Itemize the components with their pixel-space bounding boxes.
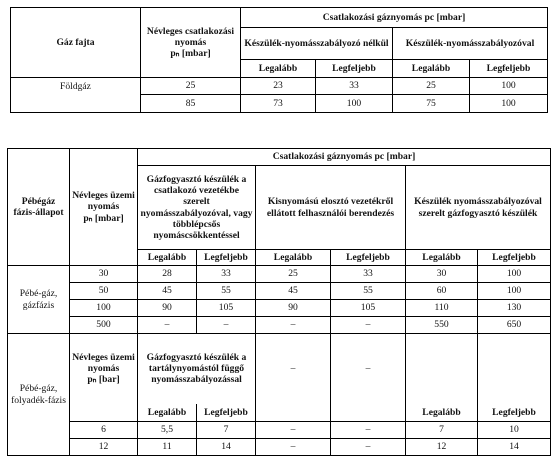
table-cell: – [256,317,331,334]
table-cell: 6 [70,422,138,439]
liquid-b-dash: – [331,334,406,404]
table-cell: 10 [478,422,551,439]
nominal-label: Névleges üzemi nyomás [72,190,135,213]
table-cell: 14 [478,439,551,456]
liquid-phase-cell: Pébé-gáz, folyadék-fázis [8,334,70,456]
table-cell: 105 [331,300,406,317]
table-cell: 14 [197,439,256,456]
table-cell: 25 [141,78,241,95]
table-cell: 650 [478,317,551,334]
table-cell: 100 [316,95,393,113]
table-cell: 28 [138,266,197,283]
sub-header-b: Kisnyomású elosztó vezetékről ellátott felhasználói berendezés [256,166,406,250]
table-cell: 23 [241,78,316,95]
table-cell: 130 [478,300,551,317]
max-header: Legfeljebb [197,404,256,422]
max-header: Legfeljebb [478,250,551,266]
table-cell: 33 [316,78,393,95]
table-cell: 105 [197,300,256,317]
min-header: Legalább [406,404,478,422]
nominal-unit: pₙ [mbar] [83,212,124,224]
min-header: Legalább [256,250,331,266]
min-header: Legalább [406,250,478,266]
gas-phase-cell: Pébé-gáz, gázfázis [8,266,70,334]
table-cell: 25 [256,266,331,283]
col-connection-pressure-header: Csatlakozási gáznyomás pc [mbar] [138,149,551,166]
table-cell: 90 [256,300,331,317]
min-header: Legalább [138,250,197,266]
max-header: Legfeljebb [316,60,393,78]
nominal-unit: pₙ [bar] [87,374,120,386]
table-cell: 500 [70,317,138,334]
lpg-pressure-table [7,148,551,456]
table-cell: – [331,439,406,456]
table-cell: 12 [406,439,478,456]
max-header: Legfeljebb [331,250,406,266]
col-phase-header: Pébégáz fázis-állapot [8,149,70,266]
table-cell: – [197,317,256,334]
table-cell: 5,5 [138,422,197,439]
table-cell: 25 [393,78,470,95]
liquid-nominal-cont [70,404,138,422]
table-cell: 60 [406,283,478,300]
table-cell: 100 [478,283,551,300]
col-nominal-pressure-header [70,149,138,266]
table-cell: 45 [256,283,331,300]
table-cell: 100 [478,266,551,283]
liquid-sub-header-a: Gázfogyasztó készülék a tartálynyomástól függő nyomásszabályozással [138,334,256,404]
table-cell: 33 [331,266,406,283]
table-cell: 55 [197,283,256,300]
table-cell: 55 [331,283,406,300]
col-connection-pressure-header: Csatlakozási gáznyomás pc [mbar] [241,8,548,28]
min-header: Legalább [138,404,197,422]
table-cell: 100 [470,95,548,113]
sub-header-a: Gázfogyasztó készülék a csatlakozó vezetékbe szerelt nyomásszabályozóval, vagy többlépcsős nyomáscsökkentéssel [138,166,256,250]
nominal-label: Névleges csatlakozási nyomás [146,25,235,48]
table-cell: 110 [406,300,478,317]
table-cell: – [138,317,197,334]
liquid-c-blank [406,334,478,404]
liquid-c-blank [478,334,551,404]
sub-header-c: Készülék nyomásszabályozóval szerelt gázfogyasztó készülék [406,166,551,250]
table-cell: 30 [406,266,478,283]
col-gas-type-header: Gáz fajta [11,8,141,78]
gas-name-cell-cont [11,95,141,113]
table-cell: – [331,422,406,439]
table-cell: – [256,422,331,439]
max-header: Legfeljebb [197,250,256,266]
min-header: Legalább [393,60,470,78]
gas-name-cell: Földgáz [11,78,141,95]
table-cell: 85 [141,95,241,113]
min-header: Legalább [241,60,316,78]
liquid-b-dash: – [256,334,331,404]
table-cell: 45 [138,283,197,300]
table-cell: 90 [138,300,197,317]
table-cell: 550 [406,317,478,334]
table-cell: – [331,317,406,334]
natural-gas-pressure-table [10,7,548,113]
col-nominal-pressure-header [141,8,241,78]
table-cell: 7 [406,422,478,439]
table-cell: 50 [70,283,138,300]
table-cell: 12 [70,439,138,456]
nominal-label: Névleges üzemi nyomás [72,351,135,375]
table-cell: 33 [197,266,256,283]
table-cell: 11 [138,439,197,456]
max-header: Legfeljebb [478,404,551,422]
sub-without-regulator: Készülék-nyomásszabályozó nélkül [241,28,393,60]
table-cell: 73 [241,95,316,113]
table-cell: 75 [393,95,470,113]
liquid-b-blank [256,404,331,422]
table-cell: 100 [70,300,138,317]
max-header: Legfeljebb [470,60,548,78]
table-cell: 30 [70,266,138,283]
liquid-nominal-header [70,334,138,404]
nominal-unit: pₙ [mbar] [170,48,211,60]
liquid-b-blank [331,404,406,422]
table-cell: – [256,439,331,456]
table-cell: 100 [470,78,548,95]
table-cell: 7 [197,422,256,439]
sub-with-regulator: Készülék-nyomásszabályozóval [393,28,548,60]
